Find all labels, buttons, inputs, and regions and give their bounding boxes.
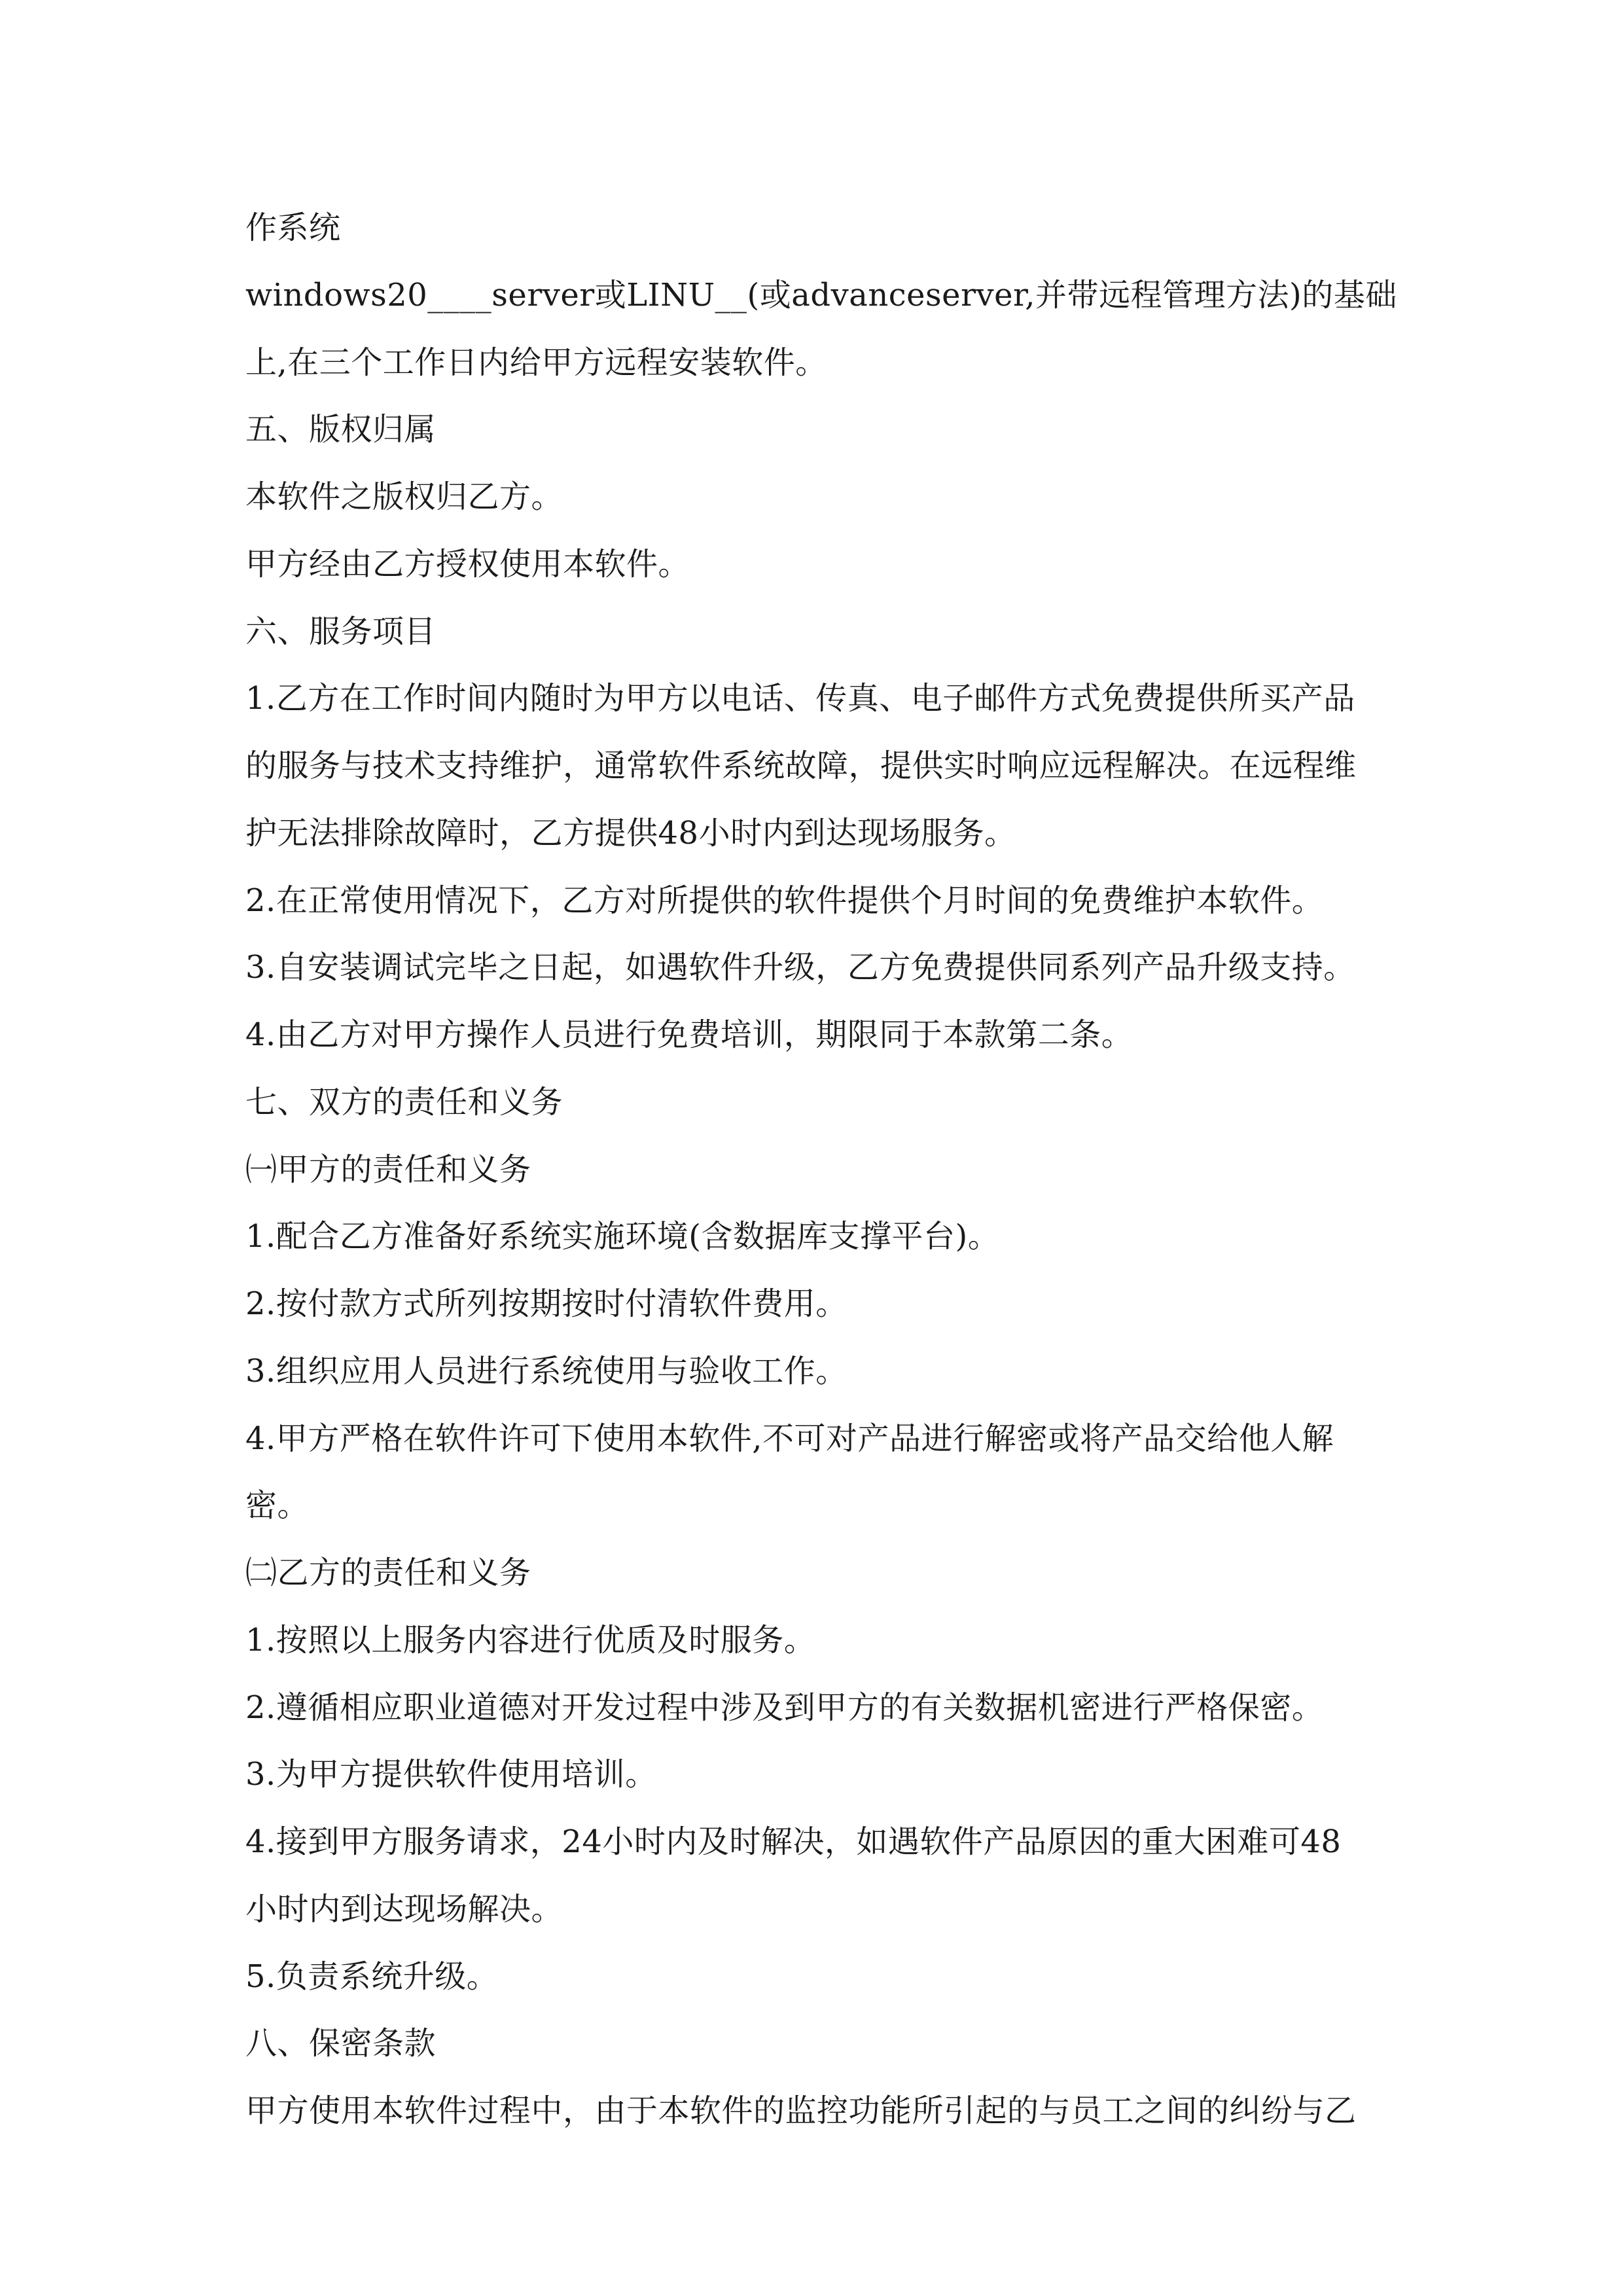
text-line: 小时内到达现场解决。 [245,1891,563,1928]
text-line: 2.在正常使用情况下，乙方对所提供的软件提供个月时间的免费维护本软件。 [245,882,1324,919]
text-line: 3.为甲方提供软件使用培训。 [245,1756,657,1793]
text-line: 1.配合乙方准备好系统实施环境(含数据库支撑平台)。 [245,1218,1000,1255]
text-line: 密。 [245,1487,310,1524]
subsection-heading: ㈡乙方的责任和义务 [245,1554,531,1591]
section-heading: 八、保密条款 [245,2025,437,2062]
text-line: 4.甲方严格在软件许可下使用本软件,不可对产品进行解密或将产品交给他人解 [245,1420,1334,1457]
text-line: 作系统 [245,209,341,246]
text-line: 2.按付款方式所列按期按时付清软件费用。 [245,1285,847,1322]
text-line: 3.组织应用人员进行系统使用与验收工作。 [245,1353,847,1390]
text-line: 上,在三个工作日内给甲方远程安装软件。 [245,344,827,381]
section-heading: 七、双方的责任和义务 [245,1084,563,1121]
subsection-heading: ㈠甲方的责任和义务 [245,1151,531,1188]
text-line: 甲方经由乙方授权使用本软件。 [245,546,690,583]
text-line: 1.按照以上服务内容进行优质及时服务。 [245,1622,816,1659]
text-line: 1.乙方在工作时间内随时为甲方以电话、传真、电子邮件方式免费提供所买产品 [245,680,1355,717]
text-line: 2.遵循相应职业道德对开发过程中涉及到甲方的有关数据机密进行严格保密。 [245,1689,1324,1726]
text-line: 4.接到甲方服务请求，24小时内及时解决，如遇软件产品原因的重大困难可48 [245,1823,1342,1860]
text-line: 甲方使用本软件过程中，由于本软件的监控功能所引起的与员工之间的纠纷与乙 [245,2092,1357,2129]
text-line: 5.负责系统升级。 [245,1958,499,1995]
text-line: 本软件之版权归乙方。 [245,478,563,515]
text-line: 护无法排除故障时，乙方提供48小时内到达现场服务。 [245,815,1016,852]
text-line: windows20____server或LINU__(或advanceserver,并带远程管理方法)的基础 [245,277,1397,314]
text-line: 的服务与技术支持维护，通常软件系统故障，提供实时响应远程解决。在远程维 [245,747,1357,784]
section-heading: 五、版权归属 [245,411,437,448]
text-line: 4.由乙方对甲方操作人员进行免费培训，期限同于本款第二条。 [245,1016,1133,1053]
text-line: 3.自安装调试完毕之日起，如遇软件升级，乙方免费提供同系列产品升级支持。 [245,949,1355,986]
section-heading: 六、服务项目 [245,613,437,650]
